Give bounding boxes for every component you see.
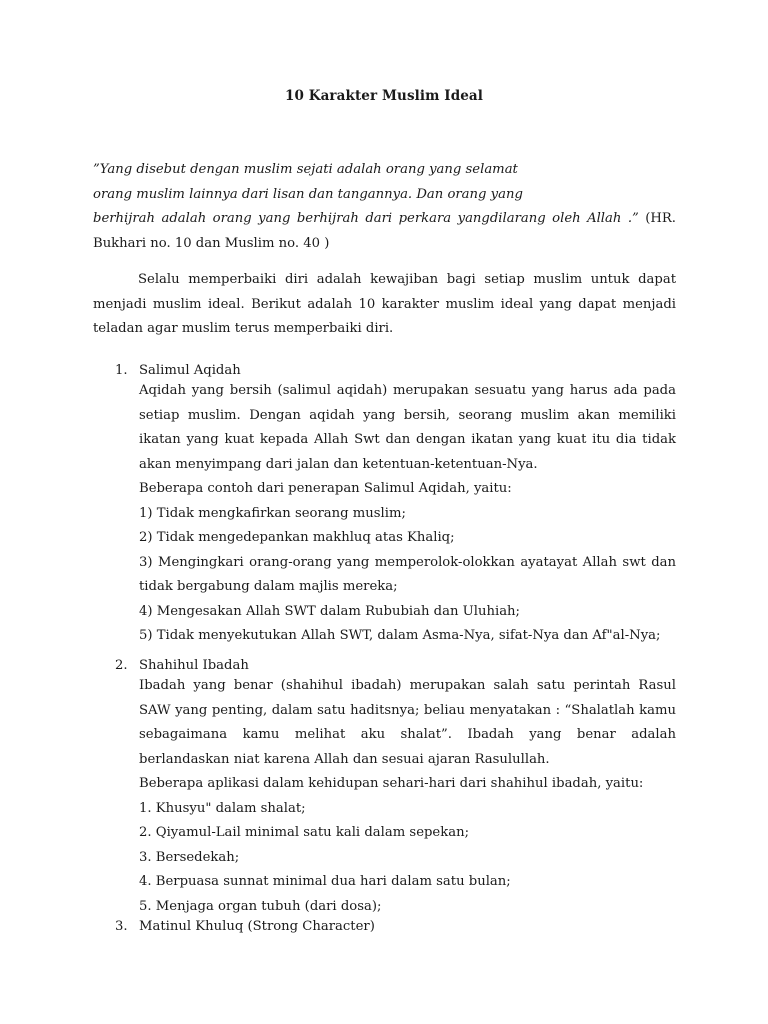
section-1-item-3: 3) Mengingkari orang-orang yang memperolok-olokkan ayatayat Allah swt dan tidak bergabung dalam majlis mereka; bbox=[139, 554, 676, 594]
section-1-number: 1. bbox=[115, 363, 128, 378]
hadith-quote bbox=[93, 158, 676, 256]
section-1-item-2: 2) Tidak mengedepankan makhluq atas Khaliq; bbox=[139, 530, 455, 545]
section-3-number: 3. bbox=[115, 919, 128, 934]
intro-paragraph: Selalu memperbaiki diri adalah kewajiban bagi setiap muslim untuk dapat menjadi muslim ideal. Berikut adalah 10 karakter muslim ideal yang dapat menjadi teladan agar muslim terus memperbaiki diri. bbox=[93, 272, 676, 336]
section-2 bbox=[93, 657, 676, 919]
section-2-paragraph: Ibadah yang benar (shahihul ibadah) merupakan salah satu perintah Rasul SAW yang penting, dalam satu haditsnya; beliau menyatakan : “Shalatlah kamu sebagaimana kamu melihat aku shalat”. Ibadah yang benar adalah berlandaskan niat karena Allah dan sesuai ajaran Rasulullah. bbox=[139, 678, 676, 767]
section-2-title: Shahihul Ibadah bbox=[139, 658, 249, 673]
section-1-item-4: 4) Mengesakan Allah SWT dalam Rububiah dan Uluhiah; bbox=[139, 603, 520, 619]
section-2-item-4: 4. Berpuasa sunnat minimal dua hari dalam satu bulan; bbox=[139, 874, 511, 889]
section-3 bbox=[93, 918, 676, 935]
quote-line-3 bbox=[93, 207, 676, 232]
quote-citation-start: (HR. bbox=[638, 211, 677, 226]
section-1-item-5: 5) Tidak menyekutukan Allah SWT, dalam Asma-Nya, sifat-Nya dan Af"al-Nya; bbox=[139, 628, 661, 643]
quote-line-1: ”Yang disebut dengan muslim sejati adalah orang yang selamat bbox=[93, 162, 518, 177]
quote-line-3-italic: berhijrah adalah orang yang berhijrah dari perkara yangdilarang oleh Allah .” bbox=[93, 211, 639, 226]
section-2-list-intro: Beberapa aplikasi dalam kehidupan sehari-hari dari shahihul ibadah, yaitu: bbox=[139, 776, 644, 791]
document-title: 10 Karakter Muslim Ideal bbox=[284, 88, 484, 104]
section-3-title: Matinul Khuluq (Strong Character) bbox=[139, 919, 375, 934]
section-2-item-1: 1. Khusyu" dalam shalat; bbox=[139, 800, 306, 816]
section-2-item-2: 2. Qiyamul-Lail minimal satu kali dalam sepekan; bbox=[139, 825, 470, 840]
section-1-heading bbox=[93, 362, 676, 379]
section-2-body bbox=[139, 674, 676, 919]
section-3-heading bbox=[93, 918, 676, 935]
quote-citation: Bukhari no. 10 dan Muslim no. 40 ) bbox=[93, 235, 330, 251]
section-1-title: Salimul Aqidah bbox=[139, 363, 241, 378]
section-1-paragraph: Aqidah yang bersih (salimul aqidah) merupakan sesuatu yang harus ada pada setiap muslim. Dengan aqidah yang bersih, seorang muslim akan memiliki ikatan yang kuat kepada Allah Swt dan dengan ikatan yang kuat itu dia tidak akan menyimpang dari jalan dan ketentuan-ketentuan-Nya. bbox=[139, 383, 676, 472]
section-2-item-3: 3. Bersedekah; bbox=[139, 849, 240, 865]
section-1 bbox=[93, 362, 676, 649]
section-1-body bbox=[139, 379, 676, 649]
section-2-heading bbox=[93, 657, 676, 674]
section-2-item-5: 5. Menjaga organ tubuh (dari dosa); bbox=[139, 898, 382, 914]
section-1-list-intro: Beberapa contoh dari penerapan Salimul Aqidah, yaitu: bbox=[139, 481, 512, 496]
section-2-number: 2. bbox=[115, 658, 128, 673]
quote-line-2: orang muslim lainnya dari lisan dan tangannya. Dan orang yang bbox=[93, 186, 523, 202]
section-1-item-1: 1) Tidak mengkafirkan seorang muslim; bbox=[139, 505, 406, 521]
